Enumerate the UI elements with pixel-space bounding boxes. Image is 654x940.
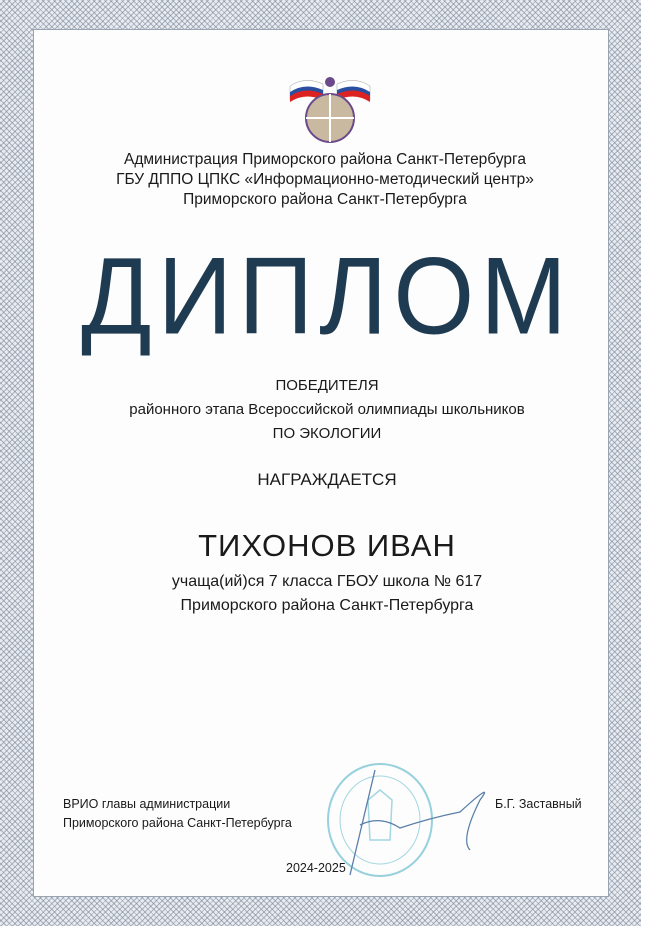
recipient-line: Приморского района Санкт-Петербурга: [180, 597, 474, 614]
header-line: Приморского района Санкт-Петербурга: [183, 191, 467, 208]
position-line: Приморского района Санкт-Петербурга: [63, 816, 292, 830]
awarded-label: НАГРАЖДАЕТСЯ: [257, 470, 397, 489]
recipient-name: ТИХОНОВ ИВАН: [198, 528, 456, 563]
header-line: Администрация Приморского района Санкт-Петербурга: [124, 151, 526, 168]
subtitle-line: районного этапа Всероссийской олимпиады школьников: [129, 401, 525, 418]
recipient-details: [0, 570, 654, 618]
position-line: ВРИО главы администрации: [63, 797, 231, 811]
subtitle-line: ПОБЕДИТЕЛЯ: [275, 377, 379, 394]
academic-year: 2024-2025: [286, 861, 346, 875]
recipient-line: учаща(ий)ся 7 класса ГБОУ школа № 617: [171, 573, 483, 590]
olympiad-logo: [285, 68, 375, 148]
diploma-title: ДИПЛОМ: [81, 236, 573, 358]
subtitle-line: ПО ЭКОЛОГИИ: [272, 425, 382, 442]
signatory-position: [63, 795, 292, 833]
signatory-name: Б.Г. Заставный: [495, 797, 582, 811]
issuer-header: [0, 150, 652, 210]
header-line: ГБУ ДППО ЦПКС «Информационно-методический центр»: [116, 171, 534, 188]
award-subtitle: [0, 374, 654, 446]
